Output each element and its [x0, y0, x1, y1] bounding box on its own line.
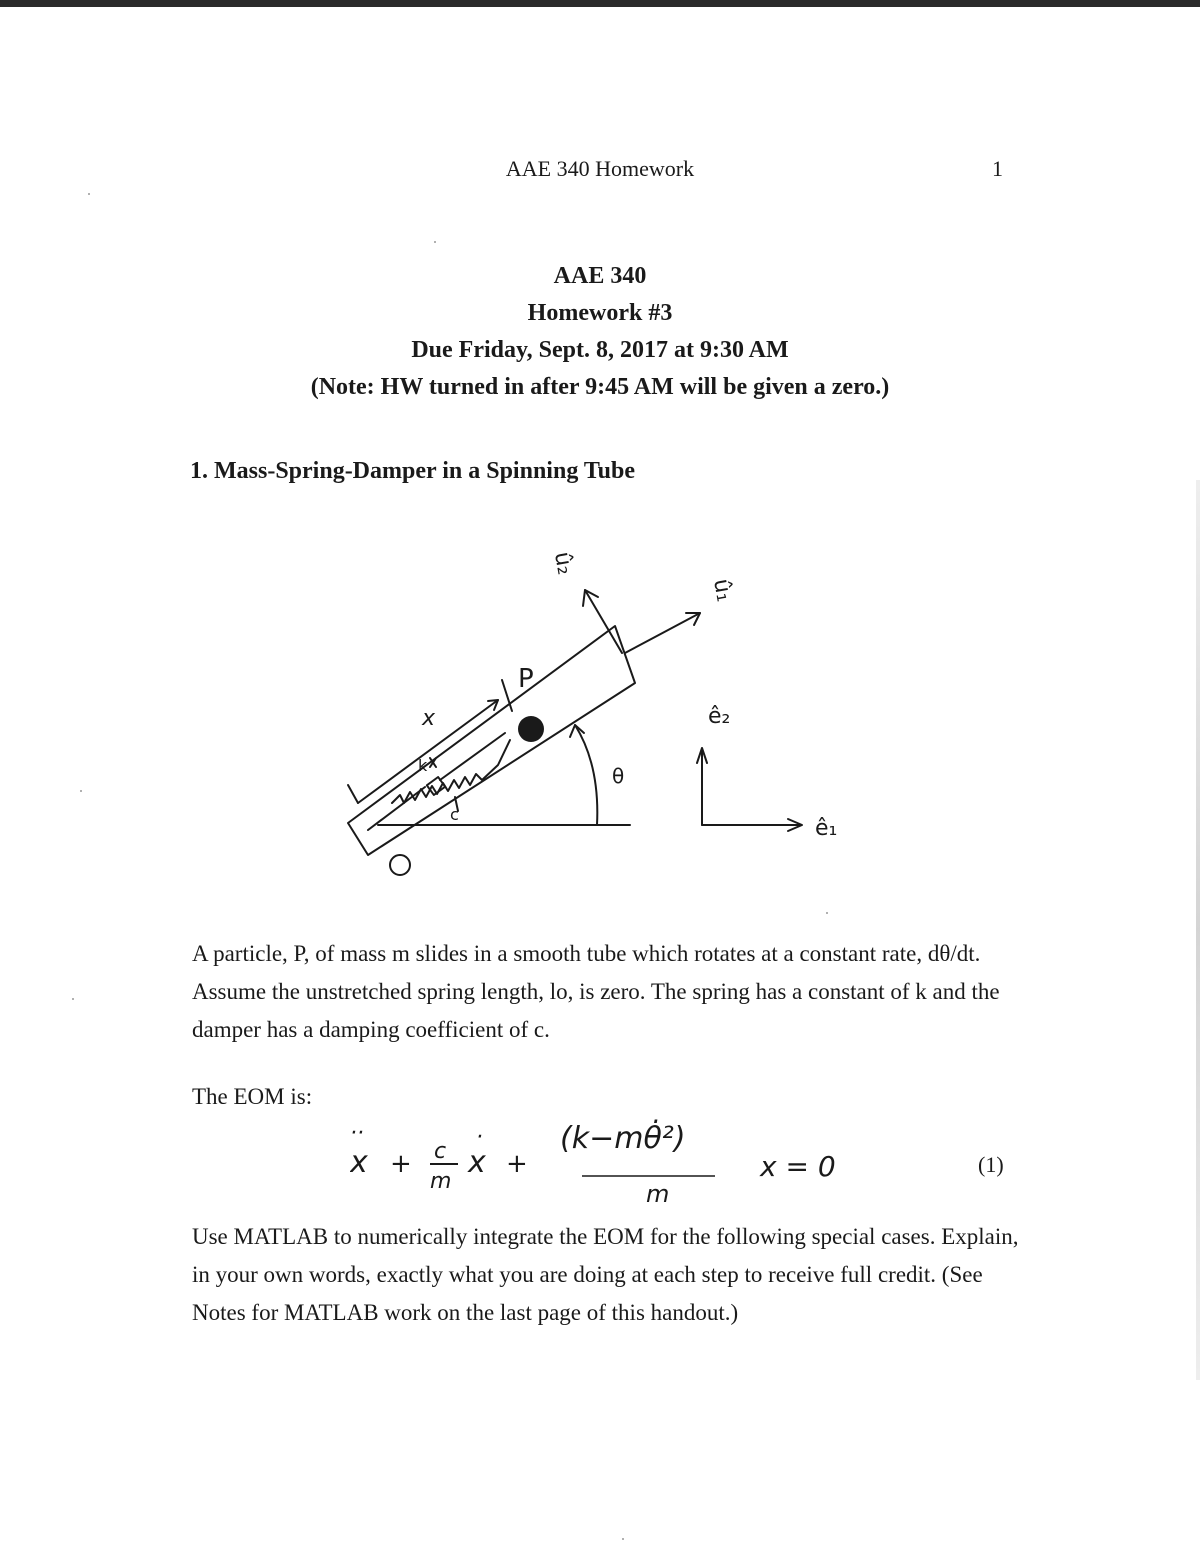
scan-speck [88, 193, 90, 195]
label-e2: ê₂ [708, 704, 731, 729]
eq-plus-1: + [390, 1149, 412, 1179]
eq-plus-2: + [506, 1149, 528, 1179]
page-number: 1 [992, 156, 1003, 181]
problem-heading: 1. Mass-Spring-Damper in a Spinning Tube [190, 458, 636, 484]
eom-equation [350, 1110, 910, 1210]
tube-axis-arrow [625, 613, 700, 653]
assignment-title: Homework #3 [527, 300, 673, 326]
origin-marker [390, 855, 410, 875]
label-p: P [518, 664, 534, 694]
due-date: Due Friday, Sept. 8, 2017 at 9:30 AM [411, 337, 789, 363]
scan-speck [72, 998, 74, 1000]
label-theta: θ [612, 764, 625, 788]
eq-term-x-ddot: x [350, 1145, 368, 1180]
eq-dot-1: · [476, 1125, 483, 1150]
scan-speck [622, 1538, 624, 1540]
course-title: AAE 340 [553, 263, 647, 289]
label-x: x [422, 706, 436, 731]
scan-right-edge [1196, 480, 1200, 1380]
eq-dots-1: ·· [350, 1121, 364, 1146]
scan-speck [80, 790, 82, 792]
running-header: AAE 340 Homework [505, 156, 695, 181]
eom-label: The EOM is: [192, 1084, 313, 1109]
label-c: c [450, 805, 459, 824]
eq-tail: x = 0 [760, 1150, 836, 1183]
scan-speck [434, 241, 436, 243]
eq-m-1: m [430, 1169, 452, 1194]
tube-diagram [330, 535, 870, 895]
label-k: k [418, 756, 428, 775]
scan-top-edge [0, 0, 1200, 7]
label-u2: û₂ [548, 549, 578, 577]
late-note: (Note: HW turned in after 9:45 AM will be given a zero.) [310, 374, 890, 400]
eq-denominator: m [646, 1180, 670, 1208]
title-block [0, 258, 1200, 406]
eq-c: c [434, 1139, 447, 1164]
eq-term-x-dot: x [468, 1145, 486, 1180]
problem-description: A particle, P, of mass m slides in a smooth tube which rotates at a constant rate, dθ/dt. Assume the unstretched spring length, lo, is zero. The spring has a constant of k and the damper has a damping coefficient of c. [192, 941, 1000, 1042]
label-e1: ê₁ [815, 816, 838, 841]
particle-p [518, 716, 544, 742]
equation-number: (1) [978, 1152, 1004, 1177]
theta-arc [575, 725, 597, 825]
spinning-tube [348, 626, 635, 855]
scan-speck [826, 912, 828, 914]
label-u1: û₁ [708, 576, 737, 604]
eq-numerator: (k−mθ̇²) [560, 1121, 686, 1156]
instructions: Use MATLAB to numerically integrate the EOM for the following special cases. Explain, in your own words, exactly what you are doing at each step to receive full credit. (See Notes for MATLAB work on the last page of this handout.) [192, 1224, 1019, 1325]
